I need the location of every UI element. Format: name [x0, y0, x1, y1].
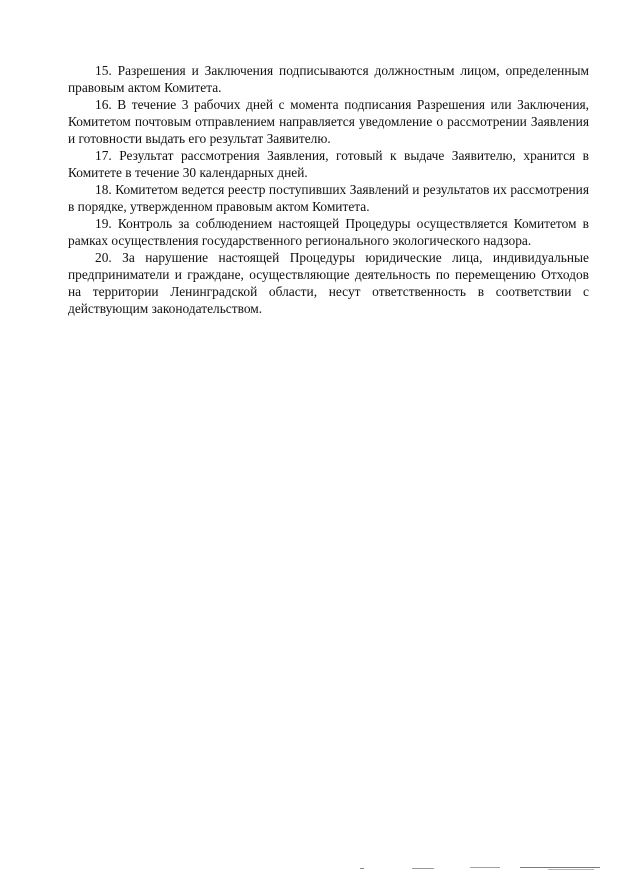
paragraph-19: 19. Контроль за соблюдением настоящей Процедуры осуществляется Комитетом в рамках осуществления государственного регионального экологического надзора.	[68, 216, 589, 248]
paragraph-16: 16. В течение 3 рабочих дней с момента подписания Разрешения или Заключения, Комитетом почтовым отправлением направляется уведомление о рассмотрении Заявления и готовности выдать его результат Заявителю.	[68, 97, 589, 146]
scan-artifact-mark	[412, 868, 434, 869]
document-body	[68, 62, 589, 317]
paragraph-20: 20. За нарушение настоящей Процедуры юридические лица, индивидуальные предприниматели и граждане, осуществляющие деятельность по перемещению Отходов на территории Ленинградской области, несут ответственность в соответствии с действующим законодательством.	[68, 250, 589, 316]
scan-artifact-mark	[360, 868, 364, 869]
scan-artifact-mark	[520, 867, 600, 868]
paragraph-17: 17. Результат рассмотрения Заявления, готовый к выдаче Заявителю, хранится в Комитете в течение 30 календарных дней.	[68, 148, 589, 180]
scan-artifact-mark	[548, 869, 594, 870]
scan-artifact-mark	[470, 867, 500, 868]
paragraph-18: 18. Комитетом ведется реестр поступивших Заявлений и результатов их рассмотрения в порядке, утвержденном правовым актом Комитета.	[68, 182, 589, 214]
paragraph-15: 15. Разрешения и Заключения подписываются должностным лицом, определенным правовым актом Комитета.	[68, 63, 589, 95]
